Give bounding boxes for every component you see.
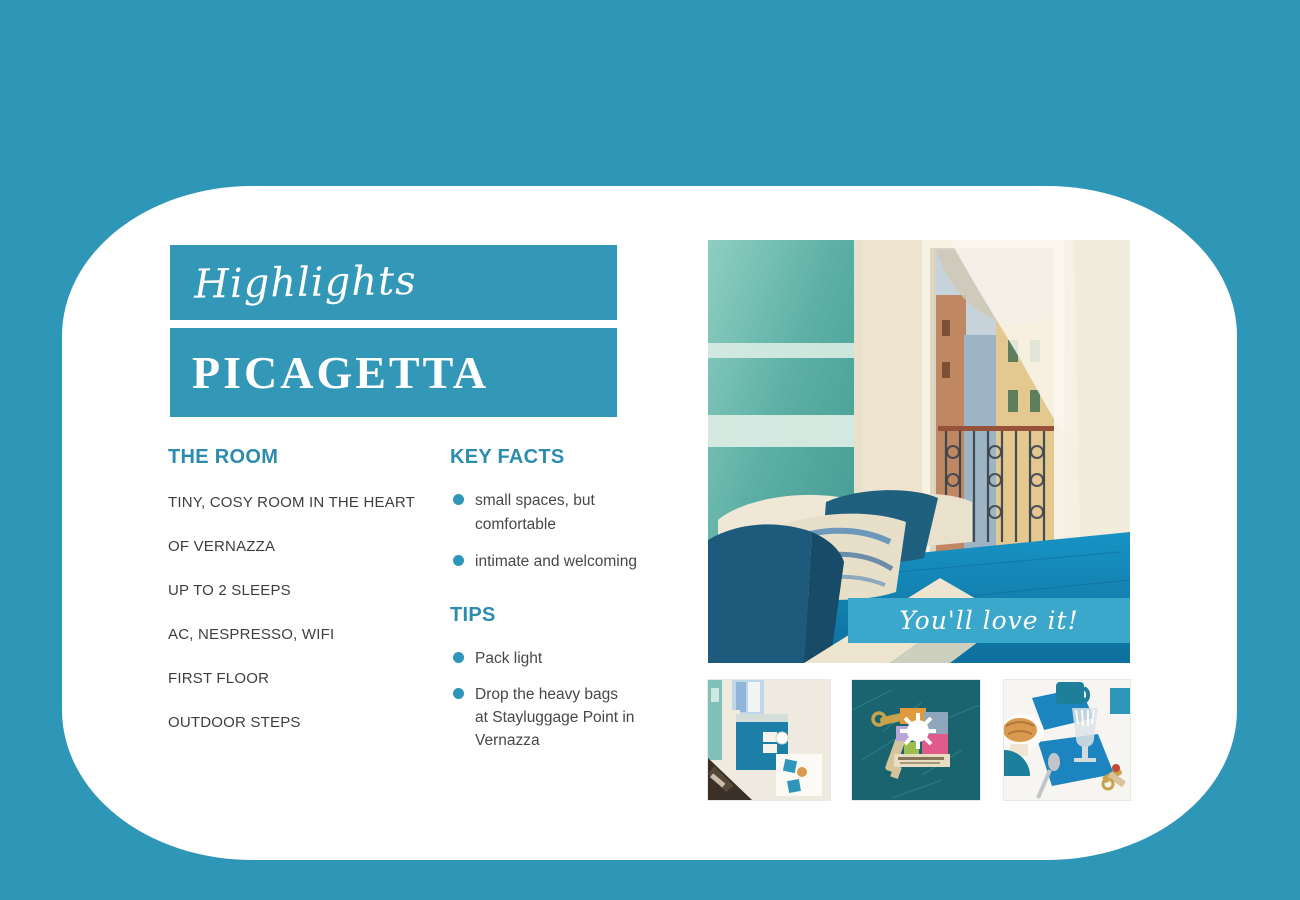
- room-section: [168, 446, 458, 731]
- dark-pillow: [708, 524, 812, 663]
- highlights-script-text: Highlights: [193, 257, 417, 308]
- key-facts-title: KEY FACTS: [450, 446, 565, 468]
- tips-title: TIPS: [450, 604, 496, 626]
- highlights-banner: [170, 245, 617, 320]
- bullet-dot-icon: [453, 688, 464, 699]
- photo-caption-text: You'll love it!: [899, 606, 1079, 635]
- room-fact-line: AC, NESPRESSO, WIFI: [168, 626, 335, 643]
- bullet-dot-icon: [453, 494, 464, 505]
- photo-caption-banner: [848, 598, 1130, 643]
- room-fact-line: UP TO 2 SLEEPS: [168, 582, 291, 599]
- list-item: intimate and welcoming: [450, 550, 650, 574]
- teal-mug: [1056, 682, 1088, 704]
- bullet-dot-icon: [453, 652, 464, 663]
- main-photo: [708, 240, 1130, 663]
- room-fact-line: TINY, COSY ROOM IN THE HEART: [168, 494, 416, 511]
- list-item: Drop the heavy bags at Stayluggage Point in Vernazza: [450, 683, 650, 752]
- breakfast-table-photo: [1004, 680, 1130, 800]
- keychain: [894, 708, 950, 767]
- key-facts-section: [450, 446, 650, 752]
- keys-keychain-photo: [852, 680, 980, 800]
- room-section-title: THE ROOM: [168, 446, 279, 468]
- room-fact-line: OF VERNAZZA: [168, 538, 276, 555]
- starburst-icon: [900, 713, 936, 749]
- key-facts-list: [450, 489, 650, 574]
- bullet-dot-icon: [453, 555, 464, 566]
- room-fact-line: OUTDOOR STEPS: [168, 714, 301, 731]
- room-top-view-photo: [708, 680, 830, 800]
- property-title: PICAGETTA: [192, 347, 490, 398]
- thumbnail-room-top-view: [708, 680, 830, 800]
- list-item: small spaces, but comfortable: [450, 489, 650, 537]
- list-item: Pack light: [450, 647, 650, 670]
- tips-list: [450, 647, 650, 752]
- flyer-card: [62, 186, 1237, 860]
- property-title-banner: [170, 328, 617, 417]
- room-fact-line: FIRST FLOOR: [168, 670, 270, 687]
- thumbnail-breakfast: [1004, 680, 1130, 800]
- thumbnail-keys: [852, 680, 980, 800]
